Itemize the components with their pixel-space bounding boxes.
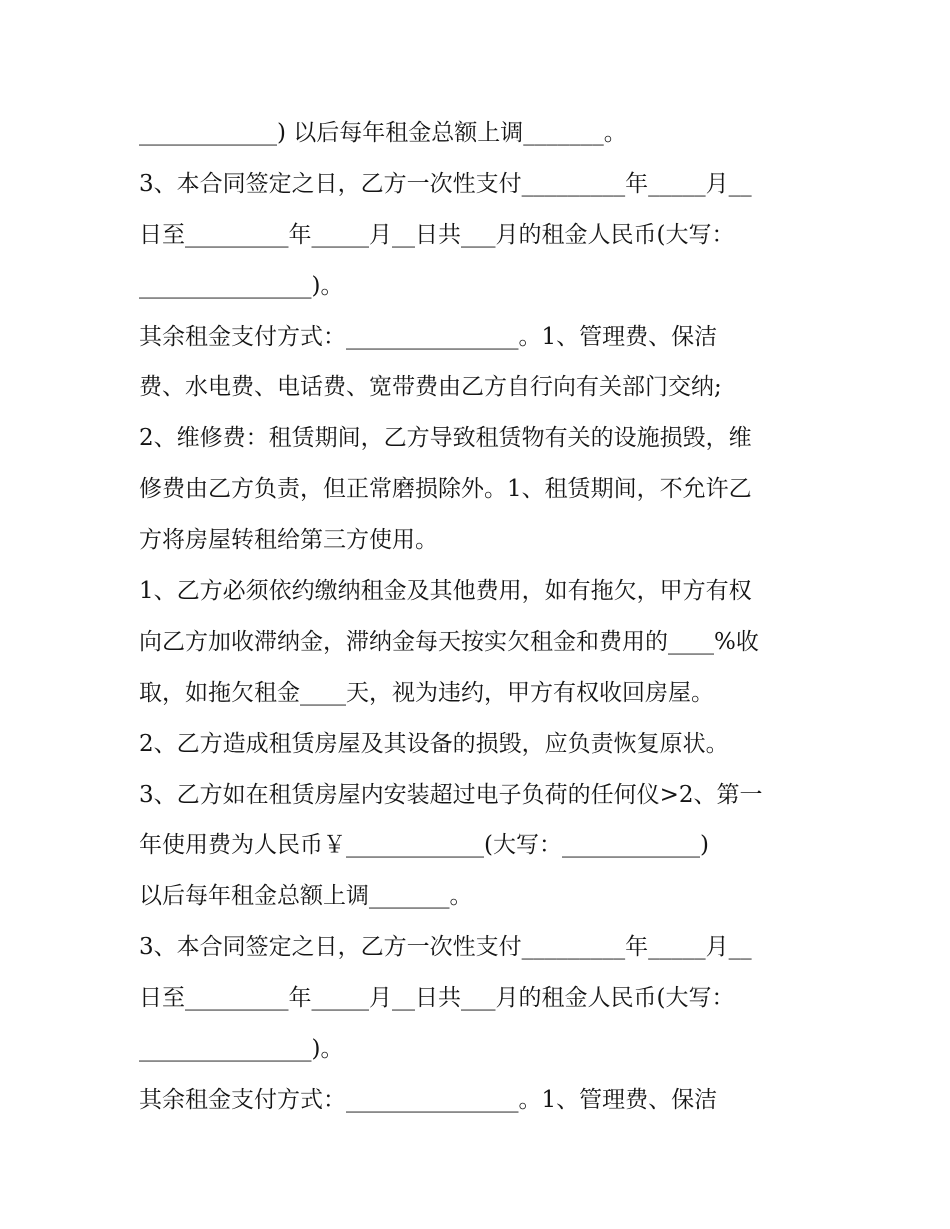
text-line: 2、乙方造成租赁房屋及其设备的损毁，应负责恢复原状。 [139,730,729,757]
text-line: 日至_________年_____月__日共___月的租金人民币(大写： [139,221,735,248]
contract-text-body [139,108,819,1126]
text-line: _______________)。 [139,1036,344,1063]
text-line: 3、本合同签定之日，乙方一次性支付_________年_____月__ [139,934,752,961]
text-line: 其余租金支付方式：_______________。1、管理费、保洁 [139,1086,718,1113]
text-line: 2、维修费：租赁期间，乙方导致租赁物有关的设施损毁，维 [139,425,752,452]
text-line: 方将房屋转租给第三方使用。 [139,527,438,554]
text-line: 修费由乙方负责，但正常磨损除外。1、租赁期间，不允许乙 [139,476,752,503]
text-line: 3、本合同签定之日，乙方一次性支付_________年_____月__ [139,170,752,197]
text-line: 日至_________年_____月__日共___月的租金人民币(大写： [139,985,735,1012]
text-line: ____________) 以后每年租金总额上调_______。 [139,120,627,146]
text-line: 费、水电费、电话费、宽带费由乙方自行向有关部门交纳; [139,374,722,401]
text-line: _______________)。 [139,272,344,299]
text-line: 以后每年租金总额上调_______。 [139,883,473,910]
text-line: 其余租金支付方式：_______________。1、管理费、保洁 [139,323,718,350]
text-line: 取，如拖欠租金____天，视为违约，甲方有权收回房屋。 [139,679,714,706]
text-line: 年使用费为人民币￥____________(大写：____________) [139,832,709,859]
text-line: 3、乙方如在租赁房屋内安装超过电子负荷的任何仪>2、第一 [139,781,763,808]
text-line: 1、乙方必须依约缴纳租金及其他费用，如有拖欠，甲方有权 [139,578,752,605]
text-line: 向乙方加收滞纳金，滞纳金每天按实欠租金和费用的____%收 [139,628,759,655]
